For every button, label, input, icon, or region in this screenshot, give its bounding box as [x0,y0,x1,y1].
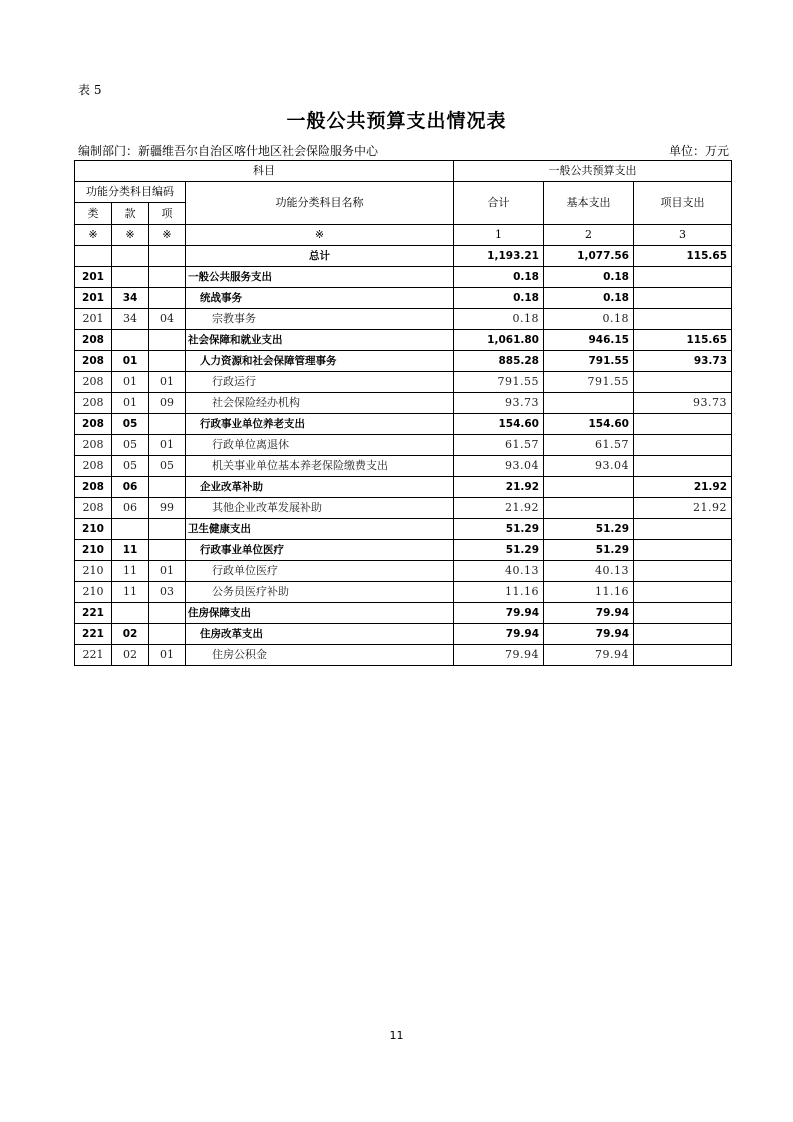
row-total: 21.92 [454,477,544,498]
row-total: 51.29 [454,540,544,561]
table-row [75,414,732,435]
row-total: 0.18 [454,288,544,309]
index-basic: 2 [544,225,634,246]
row-project: 21.92 [634,498,732,519]
row-subject-name: 社会保险经办机构 [186,393,454,414]
row-basic: 61.57 [544,435,634,456]
mark-lei: ※ [75,225,112,246]
row-class-code: 210 [75,540,112,561]
row-subitem-code: 04 [149,309,186,330]
row-class-code: 201 [75,309,112,330]
row-subitem-code: 05 [149,456,186,477]
row-subitem-code: 01 [149,372,186,393]
row-project [634,582,732,603]
table-row [75,288,732,309]
row-total: 93.73 [454,393,544,414]
table-row [75,456,732,477]
row-basic: 0.18 [544,288,634,309]
budget-table [74,160,732,666]
table-row [75,267,732,288]
table-row [75,519,732,540]
row-basic: 79.94 [544,624,634,645]
row-total: 154.60 [454,414,544,435]
row-class-code: 208 [75,351,112,372]
header-budget: 一般公共预算支出 [454,161,732,182]
row-item-code [112,519,149,540]
row-item-code: 11 [112,582,149,603]
row-subject-name: 人力资源和社会保障管理事务 [186,351,454,372]
row-project [634,519,732,540]
row-subitem-code: 03 [149,582,186,603]
mark-kuan: ※ [112,225,149,246]
page-title: 一般公共预算支出情况表 [286,110,507,132]
row-basic: 11.16 [544,582,634,603]
row-subitem-code [149,414,186,435]
row-total: 79.94 [454,603,544,624]
header-subject: 科目 [75,161,454,182]
row-basic: 946.15 [544,330,634,351]
row-item-code: 02 [112,645,149,666]
row-basic: 40.13 [544,561,634,582]
row-item-code: 01 [112,351,149,372]
header-kuan: 款 [112,203,149,225]
table-label: 表 5 [78,83,102,97]
row-project [634,456,732,477]
row-project: 93.73 [634,393,732,414]
row-item-code: 01 [112,393,149,414]
row-subitem-code: 01 [149,561,186,582]
row-project: 93.73 [634,351,732,372]
row-subitem-code [149,477,186,498]
row-item-code [112,330,149,351]
mark-name: ※ [186,225,454,246]
row-class-code: 210 [75,582,112,603]
row-basic [544,498,634,519]
row-class-code: 221 [75,645,112,666]
table-row [75,624,732,645]
row-total: 21.92 [454,498,544,519]
total-row-kuan [112,246,149,267]
row-subject-name: 行政事业单位养老支出 [186,414,454,435]
row-total: 61.57 [454,435,544,456]
row-class-code: 201 [75,288,112,309]
row-item-code: 34 [112,309,149,330]
row-project [634,435,732,456]
row-basic: 154.60 [544,414,634,435]
row-total: 40.13 [454,561,544,582]
row-project [634,645,732,666]
row-basic: 0.18 [544,309,634,330]
row-project: 115.65 [634,330,732,351]
row-item-code: 05 [112,414,149,435]
row-subject-name: 机关事业单位基本养老保险缴费支出 [186,456,454,477]
row-class-code: 208 [75,477,112,498]
index-project: 3 [634,225,732,246]
row-subitem-code: 09 [149,393,186,414]
row-item-code: 02 [112,624,149,645]
row-total: 0.18 [454,267,544,288]
table-row [75,498,732,519]
header-code-group: 功能分类科目编码 [75,182,186,203]
table-row [75,582,732,603]
total-row-xiang [149,246,186,267]
row-project [634,624,732,645]
table-row [75,372,732,393]
table-row [75,603,732,624]
row-subject-name: 一般公共服务支出 [186,267,454,288]
row-basic [544,393,634,414]
row-item-code: 06 [112,477,149,498]
unit-label: 单位：万元 [668,144,729,158]
row-class-code: 201 [75,267,112,288]
row-subject-name: 宗教事务 [186,309,454,330]
row-subitem-code [149,540,186,561]
row-subject-name: 住房改革支出 [186,624,454,645]
row-item-code: 05 [112,435,149,456]
row-class-code: 221 [75,624,112,645]
row-subitem-code: 01 [149,435,186,456]
row-basic: 51.29 [544,519,634,540]
row-basic: 791.55 [544,351,634,372]
row-subject-name: 行政事业单位医疗 [186,540,454,561]
row-total: 11.16 [454,582,544,603]
row-subject-name: 统战事务 [186,288,454,309]
table-row [75,645,732,666]
row-project [634,561,732,582]
row-class-code: 210 [75,561,112,582]
table-row [75,393,732,414]
row-item-code: 11 [112,540,149,561]
table-row [75,435,732,456]
table-row [75,351,732,372]
row-basic: 79.94 [544,645,634,666]
row-project [634,309,732,330]
mark-xiang: ※ [149,225,186,246]
row-subitem-code [149,519,186,540]
row-basic: 0.18 [544,267,634,288]
row-item-code: 34 [112,288,149,309]
header-basic: 基本支出 [544,182,634,225]
row-subitem-code: 01 [149,645,186,666]
table-row [75,561,732,582]
row-project [634,603,732,624]
header-total: 合计 [454,182,544,225]
row-class-code: 210 [75,519,112,540]
row-class-code: 208 [75,435,112,456]
row-total: 93.04 [454,456,544,477]
total-row-lei [75,246,112,267]
header-name: 功能分类科目名称 [186,182,454,225]
row-total: 0.18 [454,309,544,330]
row-item-code: 01 [112,372,149,393]
row-item-code [112,603,149,624]
row-basic: 791.55 [544,372,634,393]
row-subitem-code [149,603,186,624]
row-subject-name: 行政运行 [186,372,454,393]
row-total: 51.29 [454,519,544,540]
index-total: 1 [454,225,544,246]
row-project [634,288,732,309]
row-basic: 79.94 [544,603,634,624]
row-subject-name: 公务员医疗补助 [186,582,454,603]
row-item-code: 11 [112,561,149,582]
row-class-code: 208 [75,414,112,435]
page-number: 11 [389,1029,404,1042]
row-subitem-code [149,288,186,309]
row-subject-name: 住房公积金 [186,645,454,666]
table-row [75,540,732,561]
row-subitem-code [149,267,186,288]
row-project [634,372,732,393]
row-subject-name: 社会保障和就业支出 [186,330,454,351]
header-lei: 类 [75,203,112,225]
total-row-basic: 1,077.56 [544,246,634,267]
row-total: 885.28 [454,351,544,372]
header-project: 项目支出 [634,182,732,225]
row-class-code: 208 [75,330,112,351]
row-total: 79.94 [454,624,544,645]
row-subject-name: 行政单位医疗 [186,561,454,582]
row-total: 791.55 [454,372,544,393]
table-row [75,477,732,498]
row-basic [544,477,634,498]
table-row [75,330,732,351]
row-subitem-code [149,351,186,372]
row-subitem-code [149,624,186,645]
row-basic: 51.29 [544,540,634,561]
row-item-code: 06 [112,498,149,519]
row-subject-name: 其他企业改革发展补助 [186,498,454,519]
row-total: 79.94 [454,645,544,666]
row-subitem-code [149,330,186,351]
row-subject-name: 住房保障支出 [186,603,454,624]
total-row-total: 1,193.21 [454,246,544,267]
row-project [634,267,732,288]
row-class-code: 221 [75,603,112,624]
row-subject-name: 卫生健康支出 [186,519,454,540]
row-item-code [112,267,149,288]
department-label: 编制部门：新疆维吾尔自治区喀什地区社会保险服务中心 [78,144,379,158]
row-project: 21.92 [634,477,732,498]
row-subject-name: 企业改革补助 [186,477,454,498]
total-row-label: 总计 [186,246,454,267]
row-class-code: 208 [75,456,112,477]
table-row [75,309,732,330]
row-subitem-code: 99 [149,498,186,519]
row-class-code: 208 [75,498,112,519]
row-class-code: 208 [75,372,112,393]
row-subject-name: 行政单位离退休 [186,435,454,456]
row-project [634,414,732,435]
row-project [634,540,732,561]
row-class-code: 208 [75,393,112,414]
total-row-project: 115.65 [634,246,732,267]
row-item-code: 05 [112,456,149,477]
header-xiang: 项 [149,203,186,225]
row-basic: 93.04 [544,456,634,477]
row-total: 1,061.80 [454,330,544,351]
